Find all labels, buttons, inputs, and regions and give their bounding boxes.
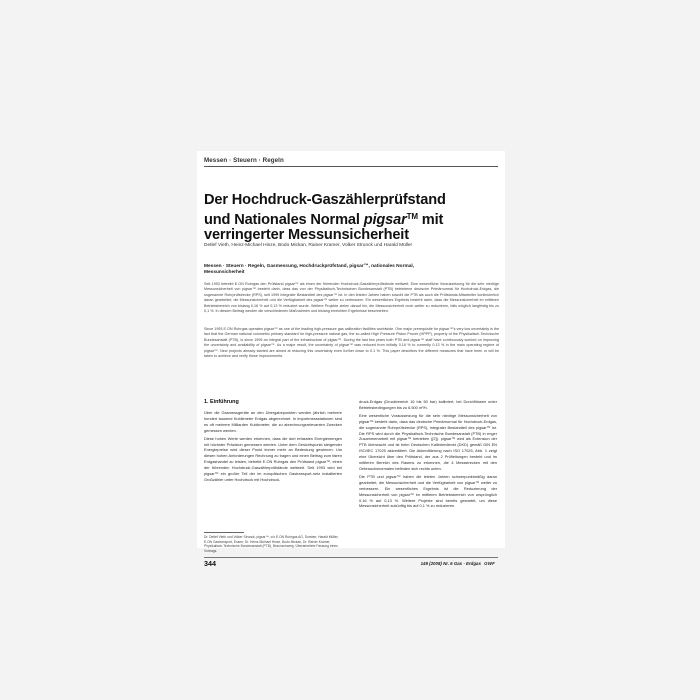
journal-name: Gas · Erdgas	[453, 561, 481, 566]
body-paragraph: Über die Gasmessgeräte an den Übergabepunkten werden jährlich mehrere hundert tausend Kubikmeter Erdgas abgerechnet. In Importmessstationen sind es oft mehrere Milliarden Kubikmeter, die zu abrechnungsrelevanten Zwecken gemessen werden.	[204, 410, 342, 433]
body-column-left	[204, 399, 342, 541]
body-paragraph: druck-Erdgas (Druckbereich 16 bis 50 bar) kalibriert, bei Durchflüssen unter Betriebsbedingungen bis zu 6.500 m³/h.	[359, 399, 497, 410]
publisher-logo: GWF	[484, 561, 495, 566]
title-line-2-suffix: mit	[417, 211, 444, 228]
page-number: 344	[204, 559, 216, 568]
title-line-3: verringerter Messunsicherheit	[204, 227, 409, 244]
kicker-rule	[204, 166, 498, 167]
author-list: Detlef Vieth, Heinz-Michael Hinze, Bodo Mickan, Rainer Kramer, Volker Strunck und Harald Müller	[204, 243, 413, 248]
title-line-2-prefix: und Nationales Normal	[204, 211, 364, 228]
body-paragraph: Diese hohen Werte werden erkennen, dass die dort erfassten Energiemengen mit höchster Präzision gemessen werden. Unter dem Gesichtspunkt steigender Energiepreise wird dieser Punkt immer mehr an Bedeutung gewinnen. Um diesen hohen Anforderungen Rechnung zu tragen und einen Beitrag zum fairen Erdgashandel zu leisten, betreibt E.ON Ruhrgas den Prüfstand pigsar™, einen der führenden Hochdruck-Gaszählerprüfstände weltweit. Seit 1993 wird bei pigsar™ ein großer Teil der im europäischen Gastransport-netz installierten Großzähler unter Hochdruck mit Hochdruck-	[204, 435, 342, 482]
body-paragraph: Die PTB und pigsar™ haben die letzten Jahren schwerpunktmäßig daran gearbeitet, die Messunsicherheit und die Verfügbarkeit von pigsar™ weiter zu verbessern. Ein wesentliches Ergebnis ist die Reduzierung der Messunsicherheit von pigsar™ im mittleren Betriebsbereich von ursprünglich 0,16 % auf 0,13 %. Weitere Projekte sind bereits gestartet, um diese Messunsicherheit zukünftig bis auf 0,1 % zu reduzieren.	[359, 473, 497, 509]
journal-reference	[421, 561, 495, 566]
abstract-german: Seit 1993 betreibt E.ON Ruhrgas den Prüfstand pigsar™ als einen der führenden Hochdruck-Gaszählerprüfstände weltweit. Eine wesentliche Voraussetzung für die sehr niedrige Messunsicherheit von pigsar™ besteht darin, dass das von der Physikalisch-Technischen Bundesanstalt (PTB) betriebene deutsche Primärnormal für Hochdruck-Erdgas, die sogenannte Rohrprüfstrecke (RPS), seit 1999 integraler Bestandteil des pigsar™ ist. In den letzten Jahren haben sowohl die PTB als auch die Prüfstands-Mitarbeiter kontinuierlich daran gearbeitet, die Messunsicherheit und die Verfügbarkeit des pigsar™ weiter zu verbessern. Ein wesentliches Ergebnis besteht darin, dass die Messunsicherheit im mittleren Betriebsbereich von bislang 0,16 % auf 0,13 % reduziert wurde. Weitere Projekte zielen darauf hin, die Messunsicherheit noch weiter zu reduzieren, falls möglich langfristig bis zu 0,1 %. In diesem Beitrag werden die verschiedenen Maßnahmen und bislang erreichten Ergebnisse beschrieben.	[204, 282, 499, 314]
body-text-right	[359, 399, 497, 509]
footnote-rule	[204, 532, 244, 533]
title-line-2	[204, 209, 504, 229]
body-text-left	[204, 410, 342, 483]
section-kicker: Messen · Steuern · Regeln	[204, 157, 284, 164]
article-title	[204, 193, 504, 244]
body-paragraph: Eine wesentliche Voraussetzung für die sehr niedrige Messunsicherheit von pigsar™ besteht darin, dass das deutsche Primärnormal für Hochdruck-Erdgas, die sogenannte Rohrprüfstrecke (RPS), integraler Bestandteil des pigsar™ ist. Die RPS wird durch die Physikalisch-Technische Bundesanstalt (PTB) in enger Zusammenarbeit mit pigsar™ betrieben ([2]). pigsar™ wird als Extension der PTB überwacht und ist beim Deutschen Kalibrierdienst (DKD) gemäß DIN EN ISO/IEC 17025 akkreditiert. Die Akkreditierung nach ISO 17025, Abb. 1 zeigt eine Übersicht über den Prüfstand, der aus 2 Prüfleitungen besteht und im mittleren Bereich des Rasens zu erkennen, die 4 Messstrecken mit den Gebrauchsnormalen befinden sich rechts unten.	[359, 412, 497, 471]
footer-rule	[204, 557, 498, 558]
title-pigsar-word: pigsar	[363, 211, 407, 228]
title-trademark: TM	[406, 211, 418, 221]
title-line-1: Der Hochdruck-Gaszählerprüfstand	[204, 192, 446, 208]
title-pigsar	[364, 212, 418, 228]
journal-issue: 149 (2008) Nr. 6	[420, 561, 453, 566]
keywords: Messen · Steuern · Regeln, Gasmessung, Hochdruckprüfstand, pigsar™, nationales Normal, Messunsicherheit	[204, 264, 415, 276]
body-column-right	[359, 399, 497, 529]
author-footnote: Dr. Detlef Vieth und Volker Strunck, pigsar™, c/o E.ON Ruhrgas AG, Dorsten; Harald Müller, E.ON Gastransport, Essen; Dr. Heinz-Michael Hinze, Bodo Mickan, Dr. Rainer Kramer, Physikalisch-Technische Bundesanstalt (PTB), Braunschweig. Überarbeitete Fassung eines Vortrags.	[204, 535, 339, 553]
section-heading: 1. Einführung	[204, 399, 239, 405]
journal-page	[197, 151, 505, 568]
abstract-english: Since 1993 E.ON Ruhrgas operates pigsar™ as one of the leading high-pressure gas calibration facilities worldwide. One major prerequisite for pigsar™'s very low uncertainty is the fact that the German national volumetric primary standard for high-pressure natural gas, the so-called High Pressure Piston Prover (HPPP), property of the Physikalisch-Technische Bundesanstalt (PTB), is since 1999 an integral part of the infrastructure of pigsar™. During the last few years both PTB and pigsar™ staff have continuously worked on improving the uncertainty and availability of pigsar™. As a major result, the uncertainty of pigsar™ was reduced from initially 0.16 % to currently 0.13 % in the main operating regime of pigsar™. New projects already started are aimed at reducing this uncertainty even further down to 0.1 %. This paper describes the different measures that have been or will be taken to achieve and verify these improvements.	[204, 327, 499, 359]
